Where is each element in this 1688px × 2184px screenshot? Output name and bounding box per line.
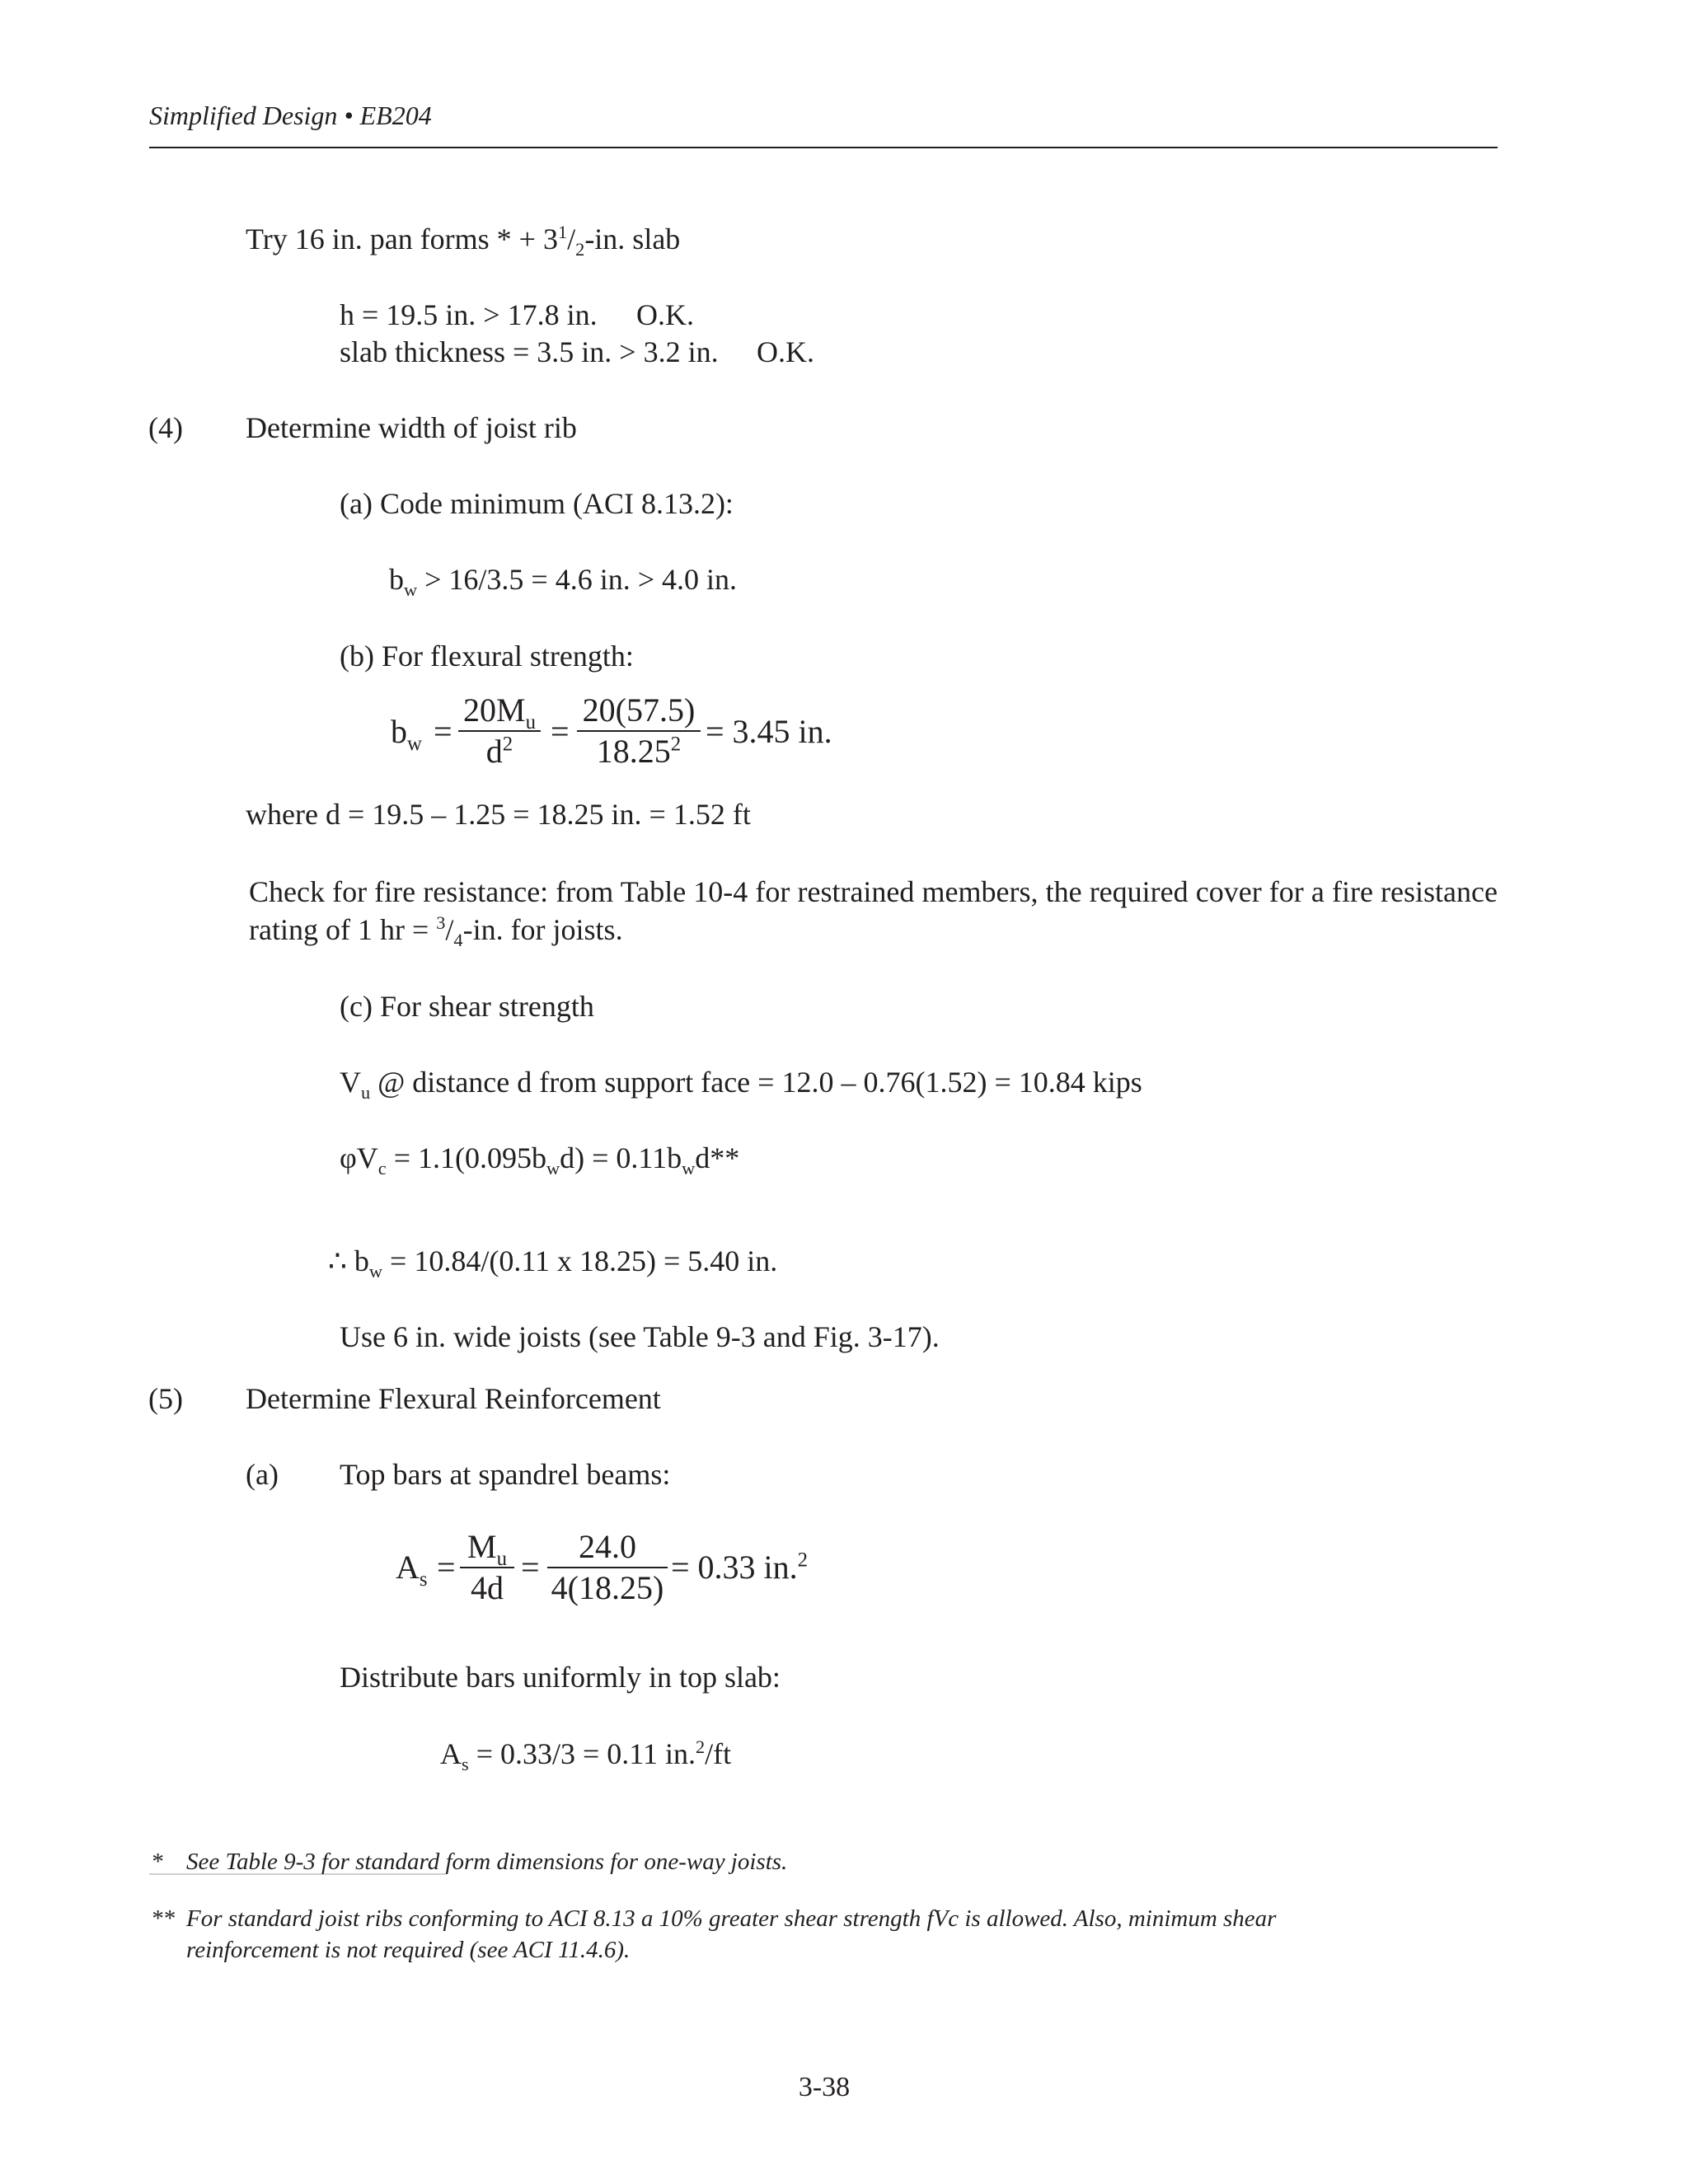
fraction-denominator: 4(18.25) xyxy=(551,1569,664,1606)
fraction-20mu-over-d2 xyxy=(458,691,541,771)
area-per-foot-equation: $A_s = 0.33/3 = 0.11$ in.$^2$/ft xyxy=(440,1736,732,1775)
effective-depth-line: where d = 19.5 – 1.25 = 18.25 in. = 1.52 ft xyxy=(246,798,751,831)
equals-sign: = xyxy=(437,1549,456,1586)
step-4-title: Determine width of joist rib xyxy=(246,411,577,444)
fraction-numerator: 20(57.5) xyxy=(582,691,696,729)
try-pan-forms-line xyxy=(246,221,681,260)
step-5-number: (5) xyxy=(148,1382,183,1415)
step-4b-label: (b) For flexural strength: xyxy=(340,640,634,673)
fraction-numerator: 1 xyxy=(557,222,568,242)
code-minimum-value: > 16/3.5 = 4.6 in. > 4.0 in. xyxy=(417,563,738,596)
step-4c-label: (c) For shear strength xyxy=(340,990,594,1023)
try-line-suffix: -in. slab xyxy=(584,223,681,255)
footnote-2-line-2: reinforcement is not required (see ACI 11.4.6). xyxy=(186,1937,631,1963)
fraction-mu-over-4d xyxy=(460,1527,514,1608)
footnote-1-text: See Table 9-3 for standard form dimensions for one-way joists. xyxy=(186,1849,788,1875)
fraction-denominator: 4 xyxy=(453,930,463,951)
footnote-2-line-1: For standard joist ribs conforming to ACI 8.13 a 10% greater shear strength fVc is allowed. Also, minimum shear xyxy=(186,1905,1277,1932)
fraction-numerator: 3 xyxy=(436,912,446,933)
top-bars-result: = 0.33 in.$^2$ xyxy=(671,1549,809,1586)
equals-sign: = xyxy=(434,713,452,750)
fraction-slash: / xyxy=(445,913,454,946)
required-rib-width: ∴ $b_w = 10.84/(0.11$ x 18.25) = 5.40 in. xyxy=(328,1244,778,1282)
try-line-text: Try 16 in. pan forms * + 3 xyxy=(246,223,558,255)
footnote-1-mark: * xyxy=(151,1849,163,1875)
fraction-denominator: 2 xyxy=(575,239,585,260)
flexural-result: = 3.45 in. xyxy=(706,713,832,750)
fire-resistance-text: Check for fire resistance: from Table 10-4 for restrained members, the required cover for a fire resistance rating of 1 hr = xyxy=(249,875,1498,946)
page-number: 3-38 xyxy=(798,2072,851,2102)
running-header: Simplified Design • EB204 xyxy=(149,101,432,130)
slab-thickness-check: slab thickness = 3.5 in. > 3.2 in. xyxy=(340,335,719,368)
shear-at-distance-d: $V_u$ @ distance d from support face = 12.0 – 0.76(1.52) = 10.84 kips xyxy=(340,1066,1142,1104)
step-5a-number: (a) xyxy=(246,1458,279,1491)
height-check: h = 19.5 in. > 17.8 in. xyxy=(340,298,598,331)
fraction-values xyxy=(577,691,701,771)
equals-sign: = xyxy=(551,713,570,750)
fire-resistance-suffix: -in. for joists. xyxy=(462,913,623,946)
bw-lhs: $b_w$ xyxy=(391,713,422,755)
slab-thickness-check-ok: O.K. xyxy=(757,335,814,368)
fraction-slash: / xyxy=(567,223,576,255)
shear-capacity-equation: $\varphi V_c = 1.1(0.095b_wd) = 0.11b_wd**$ xyxy=(340,1141,740,1179)
step-4a-label: (a) Code minimum (ACI 8.13.2): xyxy=(340,487,734,520)
fraction-numerator: $M_u$ xyxy=(467,1528,507,1570)
bw-subscript: w xyxy=(404,579,418,601)
step-4-number: (4) xyxy=(148,411,183,444)
as-lhs: $A_s$ xyxy=(396,1549,428,1591)
fraction-numerator: $20M_u$ xyxy=(463,691,536,733)
fraction-denominator: 4d xyxy=(471,1569,504,1606)
header-rule xyxy=(149,147,1498,148)
use-joist-width: Use 6 in. wide joists (see Table 9-3 and Fig. 3-17). xyxy=(340,1320,940,1353)
fraction-numerator: 24.0 xyxy=(579,1528,636,1565)
step-5a-label: Top bars at spandrel beams: xyxy=(340,1458,671,1491)
equals-sign: = xyxy=(521,1549,540,1586)
fraction-denominator: $d^2$ xyxy=(485,733,513,770)
height-check-ok: O.K. xyxy=(636,298,694,331)
fraction-denominator: 18.25$^2$ xyxy=(596,733,682,770)
footnote-2-mark: ** xyxy=(151,1905,175,1932)
step-5-title: Determine Flexural Reinforcement xyxy=(246,1382,661,1415)
fraction-values xyxy=(547,1527,668,1608)
fire-resistance-paragraph xyxy=(249,873,1498,949)
distribute-bars-line: Distribute bars uniformly in top slab: xyxy=(340,1661,781,1694)
code-minimum-equation xyxy=(389,561,738,601)
bw-symbol: b xyxy=(389,563,404,596)
